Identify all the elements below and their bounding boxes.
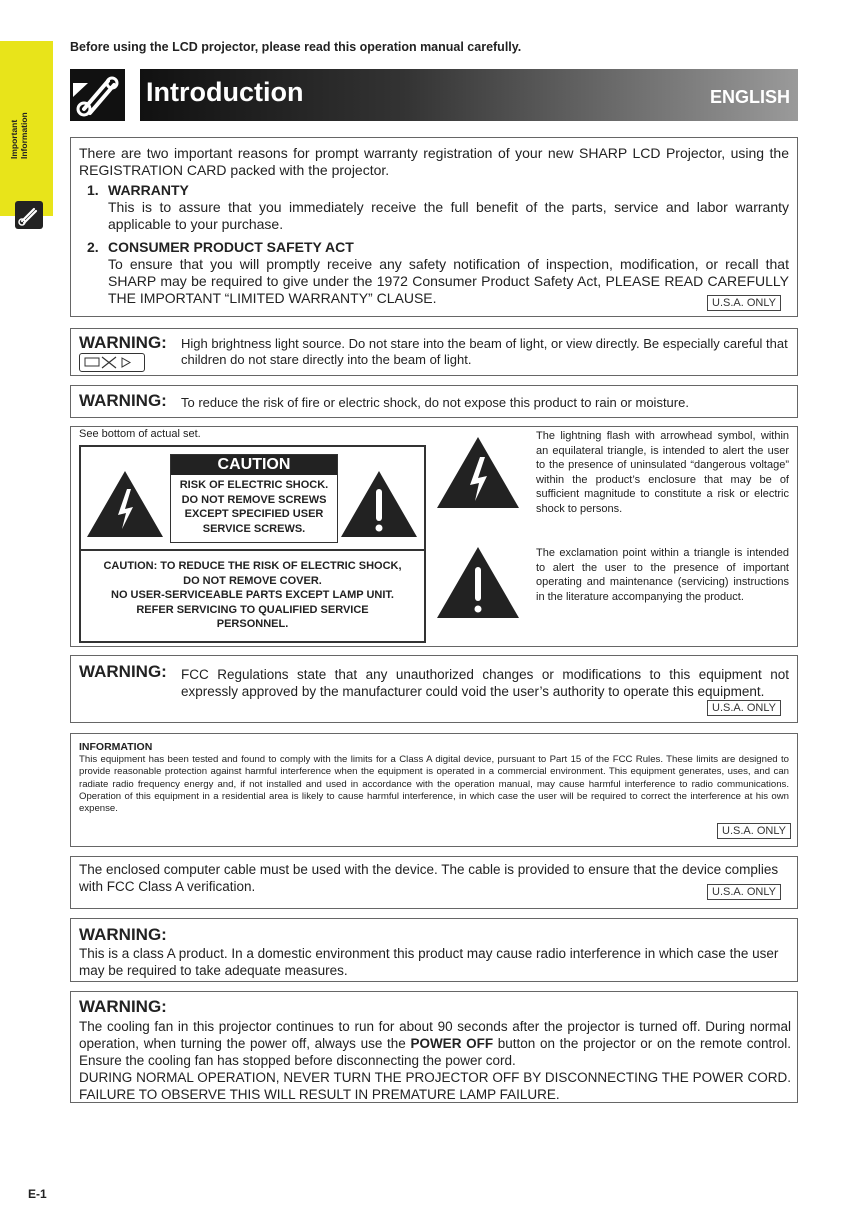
power-off-term: POWER OFF	[410, 1036, 494, 1051]
warning-moisture-text: To reduce the risk of fire or electric shock, do not expose this product to rain or moisture.	[181, 395, 689, 410]
caution-bottom-line: PERSONNEL.	[216, 618, 289, 630]
warning-fcc-text: FCC Regulations state that any unauthorized changes or modifications to this equipment not expressly approved by the manufacturer could void the user’s authority to operate this equipment.	[181, 667, 789, 699]
fan-text-part: The cooling fan in this projector continues to run for about 90 seconds after the projector is turned off. During normal operation, when turning the power off, always use the	[79, 1019, 791, 1051]
information-box	[70, 733, 798, 847]
item-1-title: WARRANTY	[108, 182, 189, 198]
lightning-symbol-icon	[435, 435, 521, 515]
page-title: Introduction	[146, 77, 304, 107]
cable-notice-box	[70, 856, 798, 909]
warning-class-a-box	[70, 918, 798, 982]
caution-label-line: RISK OF ELECTRIC SHOCK.	[179, 479, 329, 491]
caution-label-line: EXCEPT SPECIFIED USER	[184, 508, 324, 520]
usa-only-badge: U.S.A. ONLY	[707, 884, 781, 900]
item-2-body: To ensure that you will promptly receive any safety notification of inspection, modification, or recall that SHARP may be required to give under the 1972 Consumer Product Safety Act, PLEASE READ CAREFULLY THE IMPORTANT “LIMITED WARRANTY” CLAUSE.	[108, 256, 789, 306]
section-tab	[0, 41, 53, 216]
tab-text-2: Information	[19, 112, 29, 159]
caution-bottom-line: CAUTION: TO REDUCE THE RISK OF ELECTRIC SHOCK,	[103, 560, 402, 572]
item-2-title: CONSUMER PRODUCT SAFETY ACT	[108, 239, 354, 255]
see-bottom-note: See bottom of actual set.	[79, 428, 201, 440]
information-label: INFORMATION	[79, 741, 153, 753]
header-bar	[140, 69, 798, 121]
item-2-number: 2.	[87, 239, 99, 255]
caution-bottom-line: REFER SERVICING TO QUALIFIED SERVICE	[136, 603, 369, 616]
section-logo-icon	[70, 69, 125, 121]
warning-label: WARNING:	[79, 997, 167, 1016]
caution-sticker	[170, 454, 338, 543]
intro-text: There are two important reasons for prompt warranty registration of your new SHARP LCD Projector, using the REGISTRATION CARD packed with the projector.	[79, 145, 789, 178]
cable-notice-text: The enclosed computer cable must be used with the device. The cable is provided to ensure that the device complies with FCC Class A verification.	[79, 862, 779, 894]
notebook-icon	[15, 201, 43, 229]
item-1-number: 1.	[87, 182, 99, 198]
fan-text-part: button on the projector or on the remote control. Ensure the cooling fan has stopped before disconnecting the power cord.	[79, 1036, 792, 1068]
warning-moisture-box	[70, 385, 798, 418]
caution-section	[70, 426, 798, 647]
caution-label-line: SERVICE SCREWS.	[202, 522, 306, 535]
language-label: ENGLISH	[709, 87, 790, 107]
pre-read-note: Before using the LCD projector, please read this operation manual carefully.	[70, 40, 522, 54]
caution-label-line: DO NOT REMOVE SCREWS	[181, 493, 327, 506]
warning-fcc-box	[70, 655, 798, 723]
warning-label: WARNING:	[79, 333, 167, 352]
warning-cooling-fan-box	[70, 991, 798, 1103]
section-tab-label	[9, 79, 29, 159]
caution-divider	[81, 549, 424, 551]
exclamation-description: The exclamation point within a triangle is intended to alert the user to the presence of important operating and maintenance (servicing) instructions in the literature accompanying the product.	[536, 547, 789, 603]
exclamation-symbol-icon	[435, 545, 521, 625]
warning-light-box	[70, 328, 798, 376]
lightning-warning-icon	[85, 469, 165, 544]
usa-only-badge: U.S.A. ONLY	[707, 295, 781, 311]
warning-label: WARNING:	[79, 662, 167, 681]
warning-light-text: High brightness light source. Do not stare into the beam of light, or view directly. Be especially careful that children do not stare directly into the beam of light.	[181, 336, 788, 367]
page-number: E-1	[28, 1187, 47, 1201]
warning-cooling-fan-text	[79, 1018, 791, 1069]
caution-bottom-line: DO NOT REMOVE COVER.	[183, 574, 322, 587]
warning-label: WARNING:	[79, 925, 167, 944]
lightning-description: The lightning flash with arrowhead symbol, within an equilateral triangle, is intended to alert the user to the presence of uninsulated “dangerous voltage” within the product’s enclosure that may be of sufficient magnitude to constitute a risk or electric shock to persons.	[536, 430, 789, 515]
exclamation-warning-icon	[339, 469, 419, 544]
usa-only-badge: U.S.A. ONLY	[717, 823, 791, 839]
warning-class-a-text: This is a class A product. In a domestic environment this product may cause radio interference in which case the user may be required to take adequate measures.	[79, 946, 779, 978]
caution-bottom-text	[85, 559, 420, 632]
caution-bottom-line: NO USER-SERVICEABLE PARTS EXCEPT LAMP UNIT.	[111, 589, 394, 601]
tab-text-1: Important	[9, 119, 19, 159]
usa-only-badge: U.S.A. ONLY	[707, 700, 781, 716]
information-text: This equipment has been tested and found to comply with the limits for a Class A digital device, pursuant to Part 15 of the FCC Rules. These limits are designed to provide reasonable protection against harmful interference when the equipment is operated in a commercial environment. This equipment generates, uses, and can radiate radio frequency energy and, if not installed and used in accordance with the operation manual, may cause harmful interference to radio communications. Operation of this equipment in a residential area is likely to cause harmful interference, in which case the user will be required to correct the interference at his own expense.	[79, 754, 789, 815]
caution-title: CAUTION	[171, 455, 337, 475]
no-stare-icon	[79, 353, 145, 372]
warning-cooling-fan-caps: DURING NORMAL OPERATION, NEVER TURN THE PROJECTOR OFF BY DISCONNECTING THE POWER CORD. FAILURE TO OBSERVE THIS WILL RESULT IN PREMATURE LAMP FAILURE.	[79, 1070, 791, 1102]
caution-label	[79, 445, 426, 643]
warning-label: WARNING:	[79, 391, 167, 410]
item-1-body: This is to assure that you immediately receive the full benefit of the parts, service and labor warranty applicable to your purchase.	[108, 199, 789, 232]
warranty-registration-box	[70, 137, 798, 317]
